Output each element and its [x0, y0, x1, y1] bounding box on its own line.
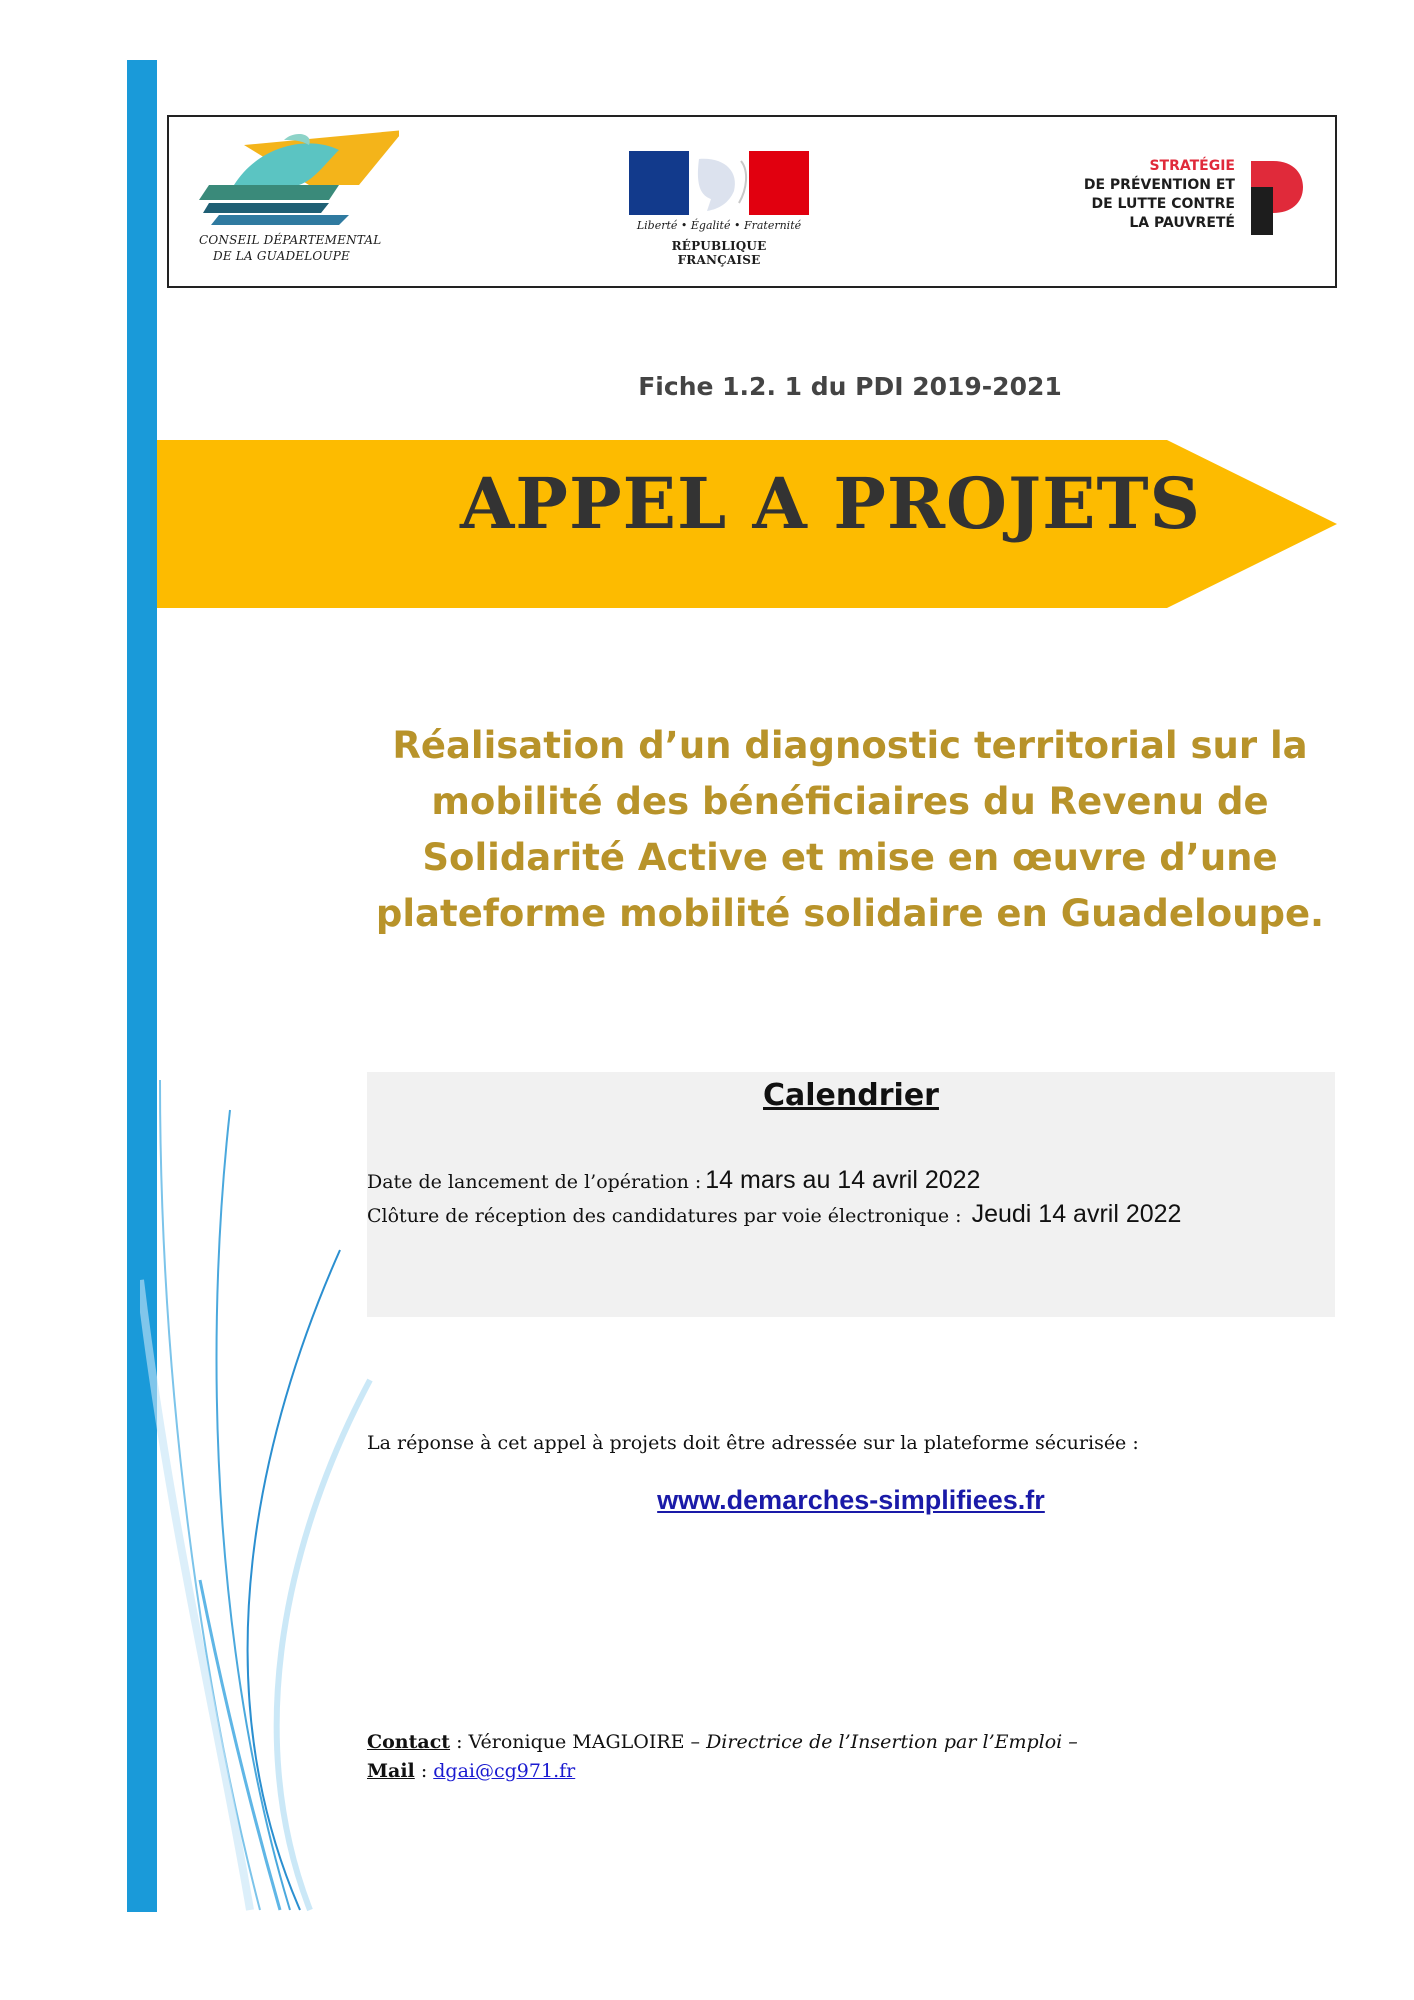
marianne-flag-icon: [629, 151, 809, 215]
strategie-text: [1084, 157, 1235, 233]
strategie-pauvrete-logo: [1075, 157, 1305, 247]
strategie-line-4: LA PAUVRETÉ: [1129, 215, 1235, 231]
p-letter-icon: [1243, 157, 1305, 239]
conseil-line-1: CONSEIL DÉPARTEMENTAL: [199, 233, 382, 247]
closing-value: Jeudi 14 avril 2022: [971, 1200, 1182, 1228]
subtitle-line-2: mobilité des bénéficiaires du Revenu de: [431, 780, 1269, 823]
mail-label: Mail: [367, 1760, 415, 1782]
logos-header: [167, 115, 1337, 288]
republique-francaise-logo: [629, 151, 809, 267]
closing-row: [367, 1200, 1181, 1229]
conseil-departemental-logo: [189, 125, 399, 275]
calendar-title: Calendrier: [763, 1078, 939, 1113]
strategie-line-1: STRATÉGIE: [1149, 158, 1235, 174]
contact-role: Directrice de l’Insertion par l’Emploi –: [706, 1731, 1078, 1753]
subtitle-line-4: plateforme mobilité solidaire en Guadeloupe.: [375, 892, 1325, 935]
subtitle-line-3: Solidarité Active et mise en œuvre d’une: [422, 836, 1278, 879]
launch-value: 14 mars au 14 avril 2022: [705, 1166, 981, 1194]
strategie-line-2: DE PRÉVENTION ET: [1083, 177, 1235, 193]
rf-name: RÉPUBLIQUE FRANÇAISE: [671, 239, 767, 267]
mail-link[interactable]: dgai@cg971.fr: [433, 1760, 576, 1782]
closing-label: Clôture de réception des candidatures par voie électronique :: [367, 1205, 962, 1227]
calendar-box: [367, 1072, 1335, 1317]
response-instructions: La réponse à cet appel à projets doit être adressée sur la plateforme sécurisée :: [367, 1432, 1139, 1454]
decorative-swirls: [140, 1080, 400, 1920]
contact-name: Véronique MAGLOIRE –: [468, 1731, 707, 1753]
project-subtitle: [360, 718, 1340, 942]
contact-sep: :: [450, 1731, 469, 1753]
strategie-line-3: DE LUTTE CONTRE: [1091, 196, 1235, 212]
contact-label: Contact: [367, 1731, 451, 1753]
launch-row: [367, 1166, 980, 1195]
contact-block: [367, 1728, 1078, 1786]
mail-sep: :: [414, 1760, 434, 1782]
rf-motto: Liberté • Égalité • Fraternité: [636, 219, 802, 232]
fiche-reference: Fiche 1.2. 1 du PDI 2019-2021: [638, 372, 1062, 401]
mail-line: [367, 1757, 1078, 1786]
conseil-line-2: DE LA GUADELOUPE: [213, 249, 350, 263]
guadeloupe-emblem-icon: [189, 125, 399, 235]
banner-title: APPEL A PROJETS: [460, 462, 1202, 545]
demarches-link[interactable]: www.demarches-simplifiees.fr: [657, 1485, 1045, 1515]
launch-label: Date de lancement de l’opération :: [367, 1171, 702, 1193]
subtitle-line-1: Réalisation d’un diagnostic territorial sur la: [392, 724, 1308, 767]
contact-line: [367, 1728, 1078, 1757]
